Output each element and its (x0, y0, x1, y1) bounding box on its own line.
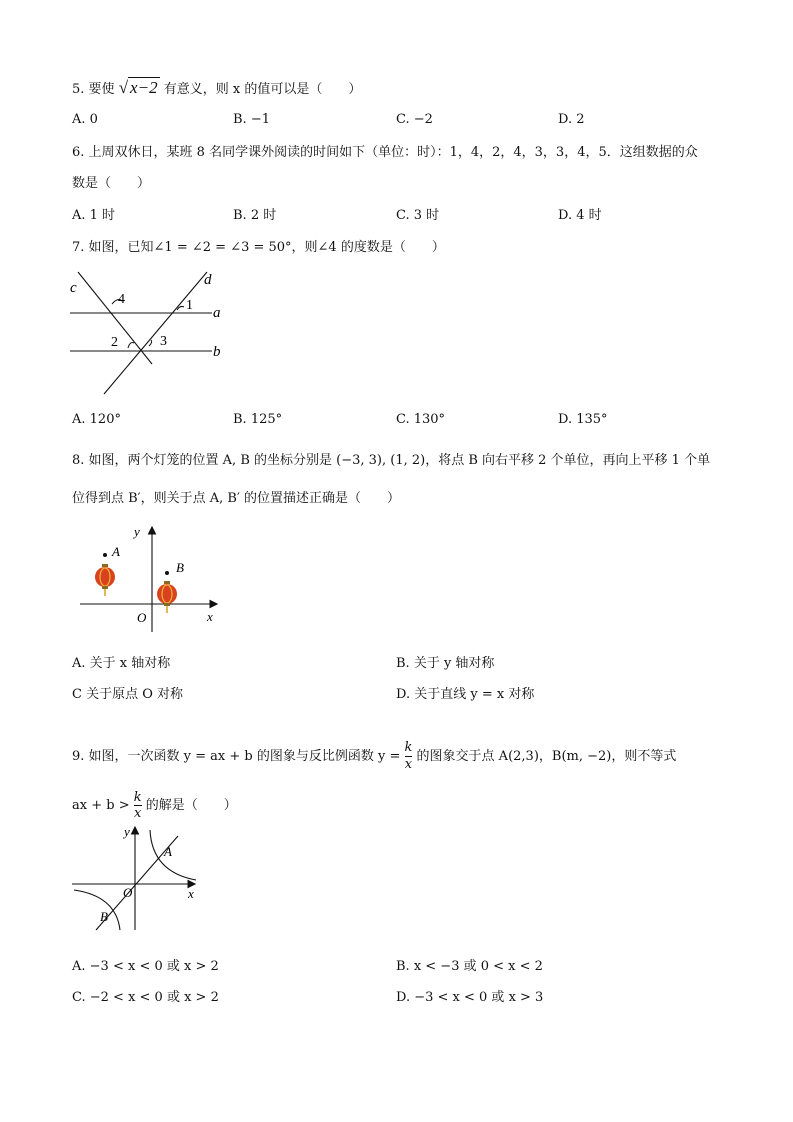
q7-stem: 7. 如图，已知∠1 = ∠2 = ∠3 = 50°，则∠4 的度数是（ ） (72, 240, 445, 255)
hyperbola-branch-1 (150, 830, 196, 880)
angle-2-arc (128, 343, 134, 348)
q9-option-c[interactable]: C. −2 < x < 0 或 x > 2 (72, 990, 219, 1005)
q7-option-d[interactable]: D. 135° (558, 412, 608, 427)
q5-option-b[interactable]: B. −1 (233, 112, 270, 127)
q7-figure (64, 266, 234, 398)
q9-text-2a: ax + b > (72, 798, 130, 813)
q5-option-c[interactable]: C. −2 (396, 112, 433, 127)
label-c: c (70, 280, 77, 296)
q8-option-c[interactable]: C 关于原点 O 对称 (72, 687, 184, 702)
q9-option-d[interactable]: D. −3 < x < 0 或 x > 3 (396, 990, 544, 1005)
q9-frac-den: x (404, 757, 413, 772)
q8-label-origin: O (137, 610, 147, 625)
q9-text-2b: 的解是（ ） (145, 798, 237, 813)
q8-label-a: A (112, 544, 120, 559)
q6-option-d[interactable]: D. 4 时 (558, 208, 602, 223)
label-d: d (204, 272, 212, 288)
q9-frac2-den: x (134, 806, 142, 821)
label-4: 4 (118, 292, 125, 307)
q9-text-1b: 的图象交于点 A(2,3)，B(m, −2)，则不等式 (416, 749, 677, 764)
q9-label-a: A (164, 844, 172, 859)
q9-label-y: y (124, 824, 130, 839)
q5-stem (72, 78, 361, 98)
lantern-b-icon (157, 581, 177, 613)
q9-text-1a: 9. 如图，一次函数 y = ax + b 的图象与反比例函数 y = (72, 749, 401, 764)
label-a: a (213, 305, 221, 321)
q6-option-c[interactable]: C. 3 时 (396, 208, 440, 223)
q8-option-b[interactable]: B. 关于 y 轴对称 (396, 656, 495, 671)
q6-option-b[interactable]: B. 2 时 (233, 208, 277, 223)
label-b: b (213, 344, 221, 360)
q5-radical: √ x−2 (118, 78, 158, 97)
q7-option-b[interactable]: B. 125° (233, 412, 283, 427)
label-2: 2 (111, 335, 118, 350)
point-a (103, 553, 107, 557)
q8-option-d[interactable]: D. 关于直线 y = x 对称 (396, 687, 535, 702)
q5-text-before: 要使 (88, 82, 115, 97)
q5-number: 5. (72, 82, 85, 97)
q5-option-a[interactable]: A. 0 (72, 112, 98, 127)
q6-stem-line1: 6. 上周双休日，某班 8 名同学课外阅读的时间如下（单位：时）：1，4，2，4，3，3，4，5．这组数据的众 (72, 145, 698, 160)
q9-figure (70, 822, 210, 932)
line-d (104, 272, 207, 394)
q9-option-b[interactable]: B. x < −3 或 0 < x < 2 (396, 959, 543, 974)
q6-option-a[interactable]: A. 1 时 (72, 208, 116, 223)
q8-label-b: B (176, 560, 184, 575)
point-b (165, 571, 169, 575)
q9-stem-line2 (72, 790, 237, 821)
q8-stem-line2: 位得到点 B′，则关于点 A, B′ 的位置描述正确是（ ） (72, 491, 401, 506)
q8-option-a[interactable]: A. 关于 x 轴对称 (72, 656, 171, 671)
q6-stem-line2: 数是（ ） (72, 176, 151, 191)
q9-fraction-1 (405, 740, 413, 773)
q9-label-x: x (188, 886, 194, 901)
q9-frac2-num: k (133, 790, 142, 805)
q9-frac-num: k (404, 740, 413, 755)
q8-label-y: y (134, 524, 140, 539)
q8-figure (72, 522, 222, 642)
q9-fraction-2 (134, 790, 142, 821)
lantern-a-icon (95, 564, 115, 596)
q9-label-origin: O (123, 885, 133, 900)
q9-stem-line1 (72, 740, 676, 773)
q8-stem-line1: 8. 如图，两个灯笼的位置 A, B 的坐标分别是 (−3, 3), (1, 2)，将点 B 向右平移 2 个单位，再向上平移 1 个单 (72, 453, 711, 468)
q9-label-b: B (100, 909, 108, 924)
q7-option-c[interactable]: C. 130° (396, 412, 446, 427)
q5-radicand: x−2 (130, 78, 158, 97)
label-1: 1 (186, 298, 193, 313)
q9-option-a[interactable]: A. −3 < x < 0 或 x > 2 (72, 959, 219, 974)
label-3: 3 (160, 334, 167, 349)
q7-option-a[interactable]: A. 120° (72, 412, 121, 427)
q8-label-x: x (207, 609, 213, 624)
q5-option-d[interactable]: D. 2 (558, 112, 585, 127)
q5-text-after: 有意义，则 x 的值可以是（ ） (163, 82, 362, 97)
